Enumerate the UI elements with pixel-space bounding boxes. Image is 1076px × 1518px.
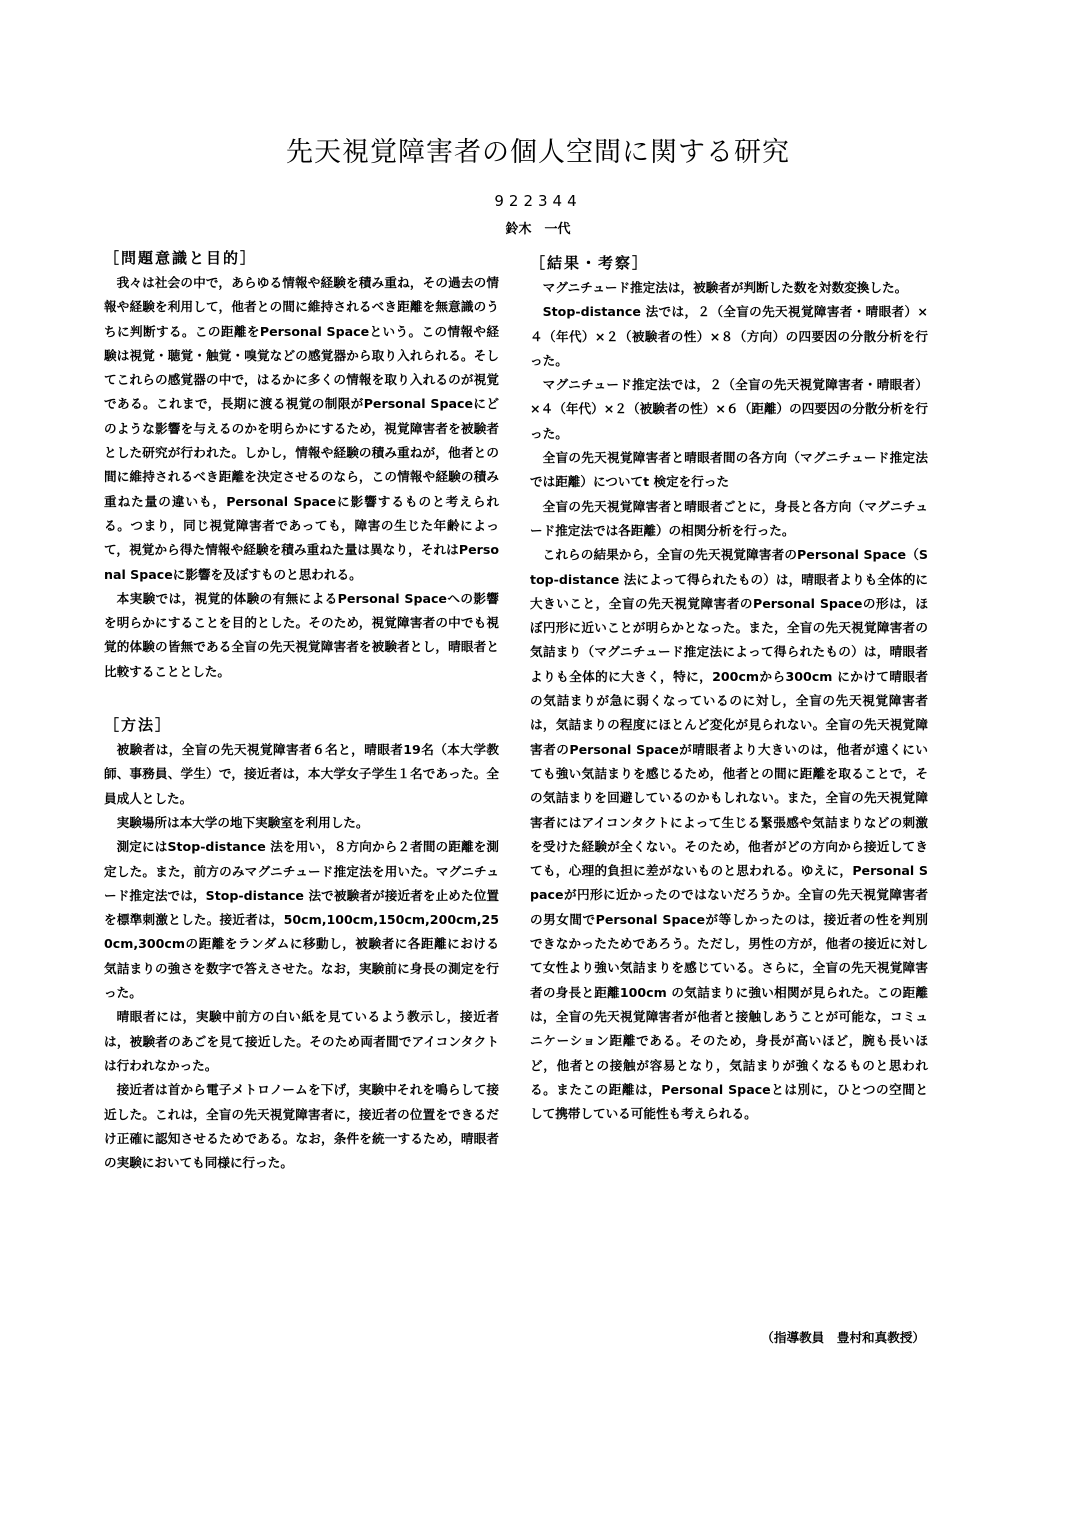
paragraph: 全盲の先天視覚障害者と晴眼者間の各方向（マグニチュード推定法では距離）についてt 検定を行った: [530, 450, 928, 490]
paragraph: 全盲の先天視覚障害者と晴眼者ごとに，身長と各方向（マグニチュード推定法では各距離）の相関分析を行った。: [530, 498, 928, 538]
author-name: 鈴木 一代: [505, 222, 571, 237]
paragraph: これらの結果から，全盲の先天視覚障害者のPersonal Space（Stop-distance 法によって得られたもの）は，晴眼者よりも全体的に大きいこと，全盲の先天視覚障害者のPersonal Spaceの形は，ほぼ円形に近いことが明らかとなった。また，全盲の先天視覚障害者の気詰まり（マグニチュード推定法によって得られたもの）は，晴眼者よりも全体的に大きく，特に，200cmから300cm にかけて晴眼者の気詰まりが急に弱くなっているのに対し，全盲の先天視覚障害者は，気詰まりの程度にほとんど変化が見られない。全盲の先天視覚障害者のPersonal Spaceが晴眼者より大きいのは，他者が遠くにいても強い気詰まりを感じるため，他者との間に距離を取ることで，その気詰まりを回避しているのかもしれない。また，全盲の先天視覚障害者にはアイコンタクトによって生じる緊張感や気詰まりなどの刺激を受けた経験が全くない。そのため，他者がどの方向から接近してきても，心理的負担に差がないものと思われる。ゆえに，Personal Spaceが円形に近かったのではないだろうか。全盲の先天視覚障害者の男女間でPersonal Spaceが等しかったのは，接近者の性を判別できなかったためであろう。ただし，男性の方が，他者の接近に対して女性より強い気詰まりを感じている。さらに，全盲の先天視覚障害者の身長と距離100cm の気詰まりに強い相関が見られた。この距離は，全盲の先天視覚障害者が他者と接触しあうことが可能な，コミュニケーション距離である。そのため，身長が高いほど，腕も長いほど，他者との接触が容易となり，気詰まりが強くなるものと思われる。またこの距離は，Personal Spaceとは別に，ひとつの空間として携帯している可能性も考えられる。: [530, 547, 928, 1122]
section-heading-method: ［方法］: [104, 716, 173, 735]
section-heading-results: ［結果・考察］: [530, 254, 650, 272]
section-heading-purpose: ［問題意識と目的］: [104, 249, 258, 267]
student-id: 922344: [494, 192, 582, 210]
paragraph: 被験者は，全盲の先天視覚障害者６名と，晴眼者19名（本大学教師、事務員、学生）で，接近者は，本大学女子学生１名であった。全員成人とした。: [104, 742, 499, 806]
paragraph: 我々は社会の中で，あらゆる情報や経験を積み重ね，その過去の情報や経験を利用して，他者との間に維持されるべき距離を無意識のうちに判断する。この距離をPersonal Spaceという。この情報や経験は視覚・聴覚・触覚・嗅覚などの感覚器から取り入れられる。そしてこれらの感覚器の中で，はるかに多くの情報を取り入れるのが視覚である。これまで，長期に渡る視覚の制限がPersonal Spaceにどのような影響を与えるのかを明らかにするため，視覚障害者を被験者とした研究が行われた。しかし，情報や経験の積み重ねが，他者との間に維持されるべき距離を決定させるのなら，この情報や経験の積み重ねた量の違いも，Personal Spaceに影響するものと考えられる。つまり，同じ視覚障害者であっても，障害の生じた年齢によって，視覚から得た情報や経験を積み重ねた量は異なり，それはPersonal Spaceに影響を及ぼすものと思われる。: [104, 275, 500, 582]
advisor-credit: （指導教員 豊村和真教授）: [761, 1330, 925, 1345]
paragraph: 晴眼者には，実験中前方の白い紙を見ているよう教示し，接近者は，被験者のあごを見て接近した。そのため両者間でアイコンタクトは行われなかった。: [104, 1009, 499, 1073]
right-column: [530, 250, 928, 1126]
left-column: [104, 245, 499, 1175]
paragraph: 接近者は首から電子メトロノームを下げ，実験中それを鳴らして接近した。これは，全盲の先天視覚障害者に，接近者の位置をできるだけ正確に認知させるためである。なお，条件を統一するため，晴眼者の実験においても同様に行った。: [104, 1082, 499, 1171]
paragraph: マグニチュード推定法では，２（全盲の先天視覚障害者・晴眼者）×４（年代）×２（被験者の性）×６（距離）の四要因の分散分析を行った。: [530, 377, 928, 441]
paragraph: Stop-distance 法では，２（全盲の先天視覚障害者・晴眼者）×４（年代）×２（被験者の性）×８（方向）の四要因の分散分析を行った。: [530, 304, 928, 368]
paragraph: 実験場所は本大学の地下実験室を利用した。: [116, 814, 369, 830]
paragraph: マグニチュード推定法は，被験者が判断した数を対数変換した。: [542, 280, 908, 295]
paragraph: 測定にはStop-distance 法を用い，８方向から２者間の距離を測定した。また，前方のみマグニチュード推定法を用いた。マグニチュード推定法では，Stop-distance 法で被験者が接近者を止めた位置を標準刺激とした。接近者は，50cm,100cm,150cm,200cm,250cm,300cmの距離をランダムに移動し，被験者に各距離における気詰まりの強さを数字で答えさせた。なお，実験前に身長の測定を行った。: [104, 839, 499, 1001]
paragraph: 本実験では，視覚的体験の有無によるPersonal Spaceへの影響を明らかにすることを目的とした。そのため，視覚障害者の中でも視覚的体験の皆無である全盲の先天視覚障害者を被験者とし，晴眼者と比較することとした。: [104, 590, 499, 679]
paper-title: 先天視覚障害者の個人空間に関する研究: [286, 137, 790, 168]
